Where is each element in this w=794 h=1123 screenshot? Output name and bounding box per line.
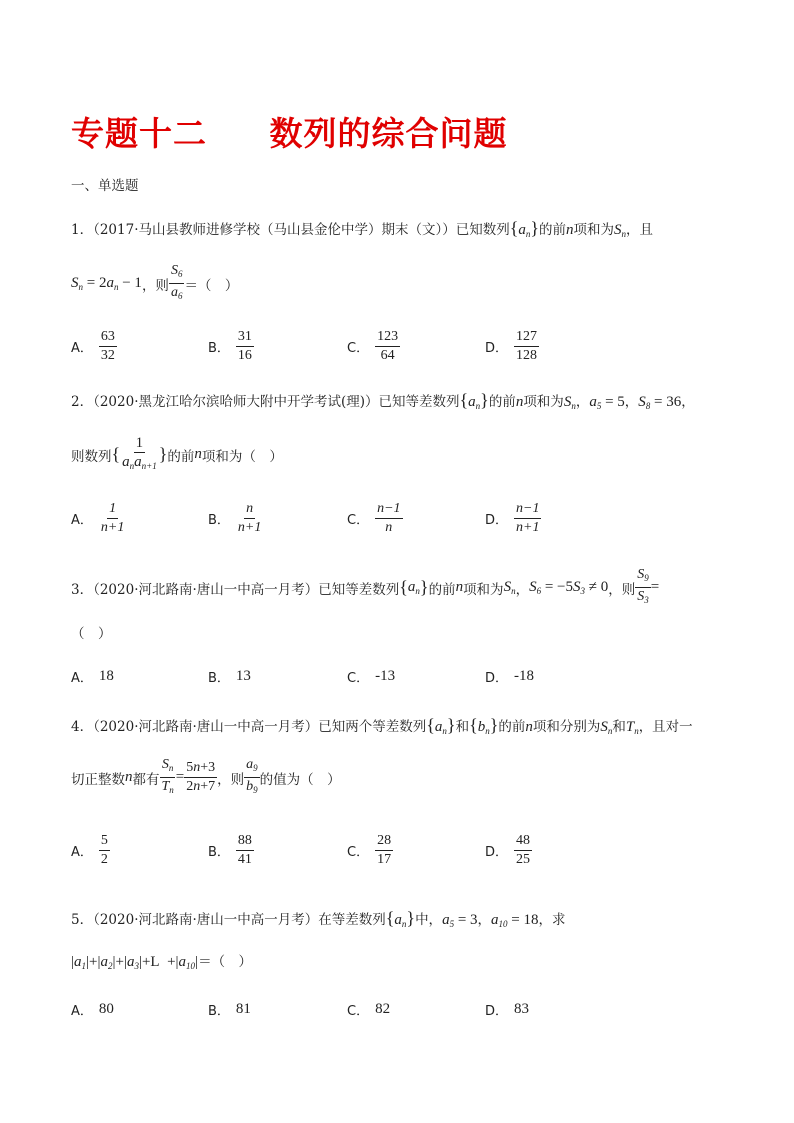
q1-option-a[interactable]: A． $\frac{63}{32}$ bbox=[71, 329, 115, 363]
section-heading: 一、单选题 bbox=[71, 178, 139, 194]
q4-option-b[interactable]: B． $\frac{88}{41}$ bbox=[208, 833, 252, 867]
q5-option-b[interactable]: B． 81 bbox=[208, 1001, 251, 1019]
q1-stem: 1．（2017·马山县教师进修学校（马山县金伦中学）期末（文））已知数列 bbox=[71, 222, 510, 238]
q2-option-a[interactable]: A． $\frac{1}{n+1}$ bbox=[71, 501, 125, 535]
question-4: 4．（2020·河北路南·唐山一中高一月考）已知两个等差数列$\{a_n\}$和$\{b_n\}$的前n项和分别为$S_n$和$T_n$，且对一 bbox=[71, 715, 693, 736]
q2-option-b[interactable]: B． $\frac{n}{n+1}$ bbox=[208, 501, 262, 535]
q5-option-c[interactable]: C． 82 bbox=[347, 1001, 391, 1019]
question-3: 3．（2020·河北路南·唐山一中高一月考）已知等差数列 { $a_n$ } 的前 n 项和为 $S_n$ ， $S_6$ = −5 $S_3$ ≠ 0 ，则 $\frac{S_9}{S_3}$ = bbox=[71, 567, 660, 605]
question-5: 5．（2020·河北路南·唐山一中高一月考）在等差数列$\{a_n\}$中，$a_5 = 3$，$a_{10} = 18$，求 bbox=[71, 908, 566, 929]
question-2-line2: 则数列 { $\frac{1}{a_na_{n+1}}$ } 的前 n 项和为（ ） bbox=[71, 435, 283, 471]
q3-option-c[interactable]: C． -13 bbox=[347, 668, 396, 686]
q1-option-b[interactable]: B． $\frac{31}{16}$ bbox=[208, 329, 252, 363]
question-5-line2: $|a_1|+|a_2|+|a_3|+L +|a_{10}|=$（ ） bbox=[71, 954, 253, 971]
page-title: 专题十二 数列的综合问题 bbox=[71, 114, 508, 153]
question-4-line2: 切正整数 n 都有 $\frac{S_n}{T_n}$ = $\frac{5n+3}{2n+7}$ ，则 $\frac{a_9}{b_9}$ 的值为（ ） bbox=[71, 757, 341, 795]
q4-option-d[interactable]: D． $\frac{48}{25}$ bbox=[485, 833, 531, 867]
question-1-line2: $S_n$ = 2 $a_n$ − 1 ，则 $\frac{S_6}{a_6}$ ＝（ ） bbox=[71, 262, 238, 305]
question-3-line2: （ ） bbox=[71, 626, 112, 642]
q2-option-c[interactable]: C． $\frac{n-1}{n}$ bbox=[347, 501, 401, 535]
q1-ratio-fraction: $\frac{S_6}{a_6}$ bbox=[170, 263, 183, 301]
q3-option-b[interactable]: B． 13 bbox=[208, 668, 251, 686]
q1-option-c[interactable]: C． $\frac{123}{64}$ bbox=[347, 329, 399, 363]
q5-option-a[interactable]: A． 80 bbox=[71, 1001, 114, 1019]
q4-option-c[interactable]: C． $\frac{28}{17}$ bbox=[347, 833, 392, 867]
question-1: 1．（2017·马山县教师进修学校（马山县金伦中学）期末（文））已知数列$\{a_n\}$的前n项和为$S_n$，且 bbox=[71, 218, 654, 239]
q2-option-d[interactable]: D． $\frac{n-1}{n+1}$ bbox=[485, 501, 540, 535]
question-2: 2．（2020·黑龙江哈尔滨哈师大附中开学考试(理)）已知等差数列$\{a_n\}$的前n项和为$S_n$，$a_5 = 5$，$S_8 = 36$， bbox=[71, 390, 695, 411]
q5-option-d[interactable]: D． 83 bbox=[485, 1001, 530, 1019]
q3-option-a[interactable]: A． 18 bbox=[71, 668, 114, 686]
q4-option-a[interactable]: A． $\frac{5}{2}$ bbox=[71, 833, 108, 867]
q1-option-d[interactable]: D． $\frac{127}{128}$ bbox=[485, 329, 538, 363]
q3-option-d[interactable]: D． -18 bbox=[485, 668, 535, 686]
